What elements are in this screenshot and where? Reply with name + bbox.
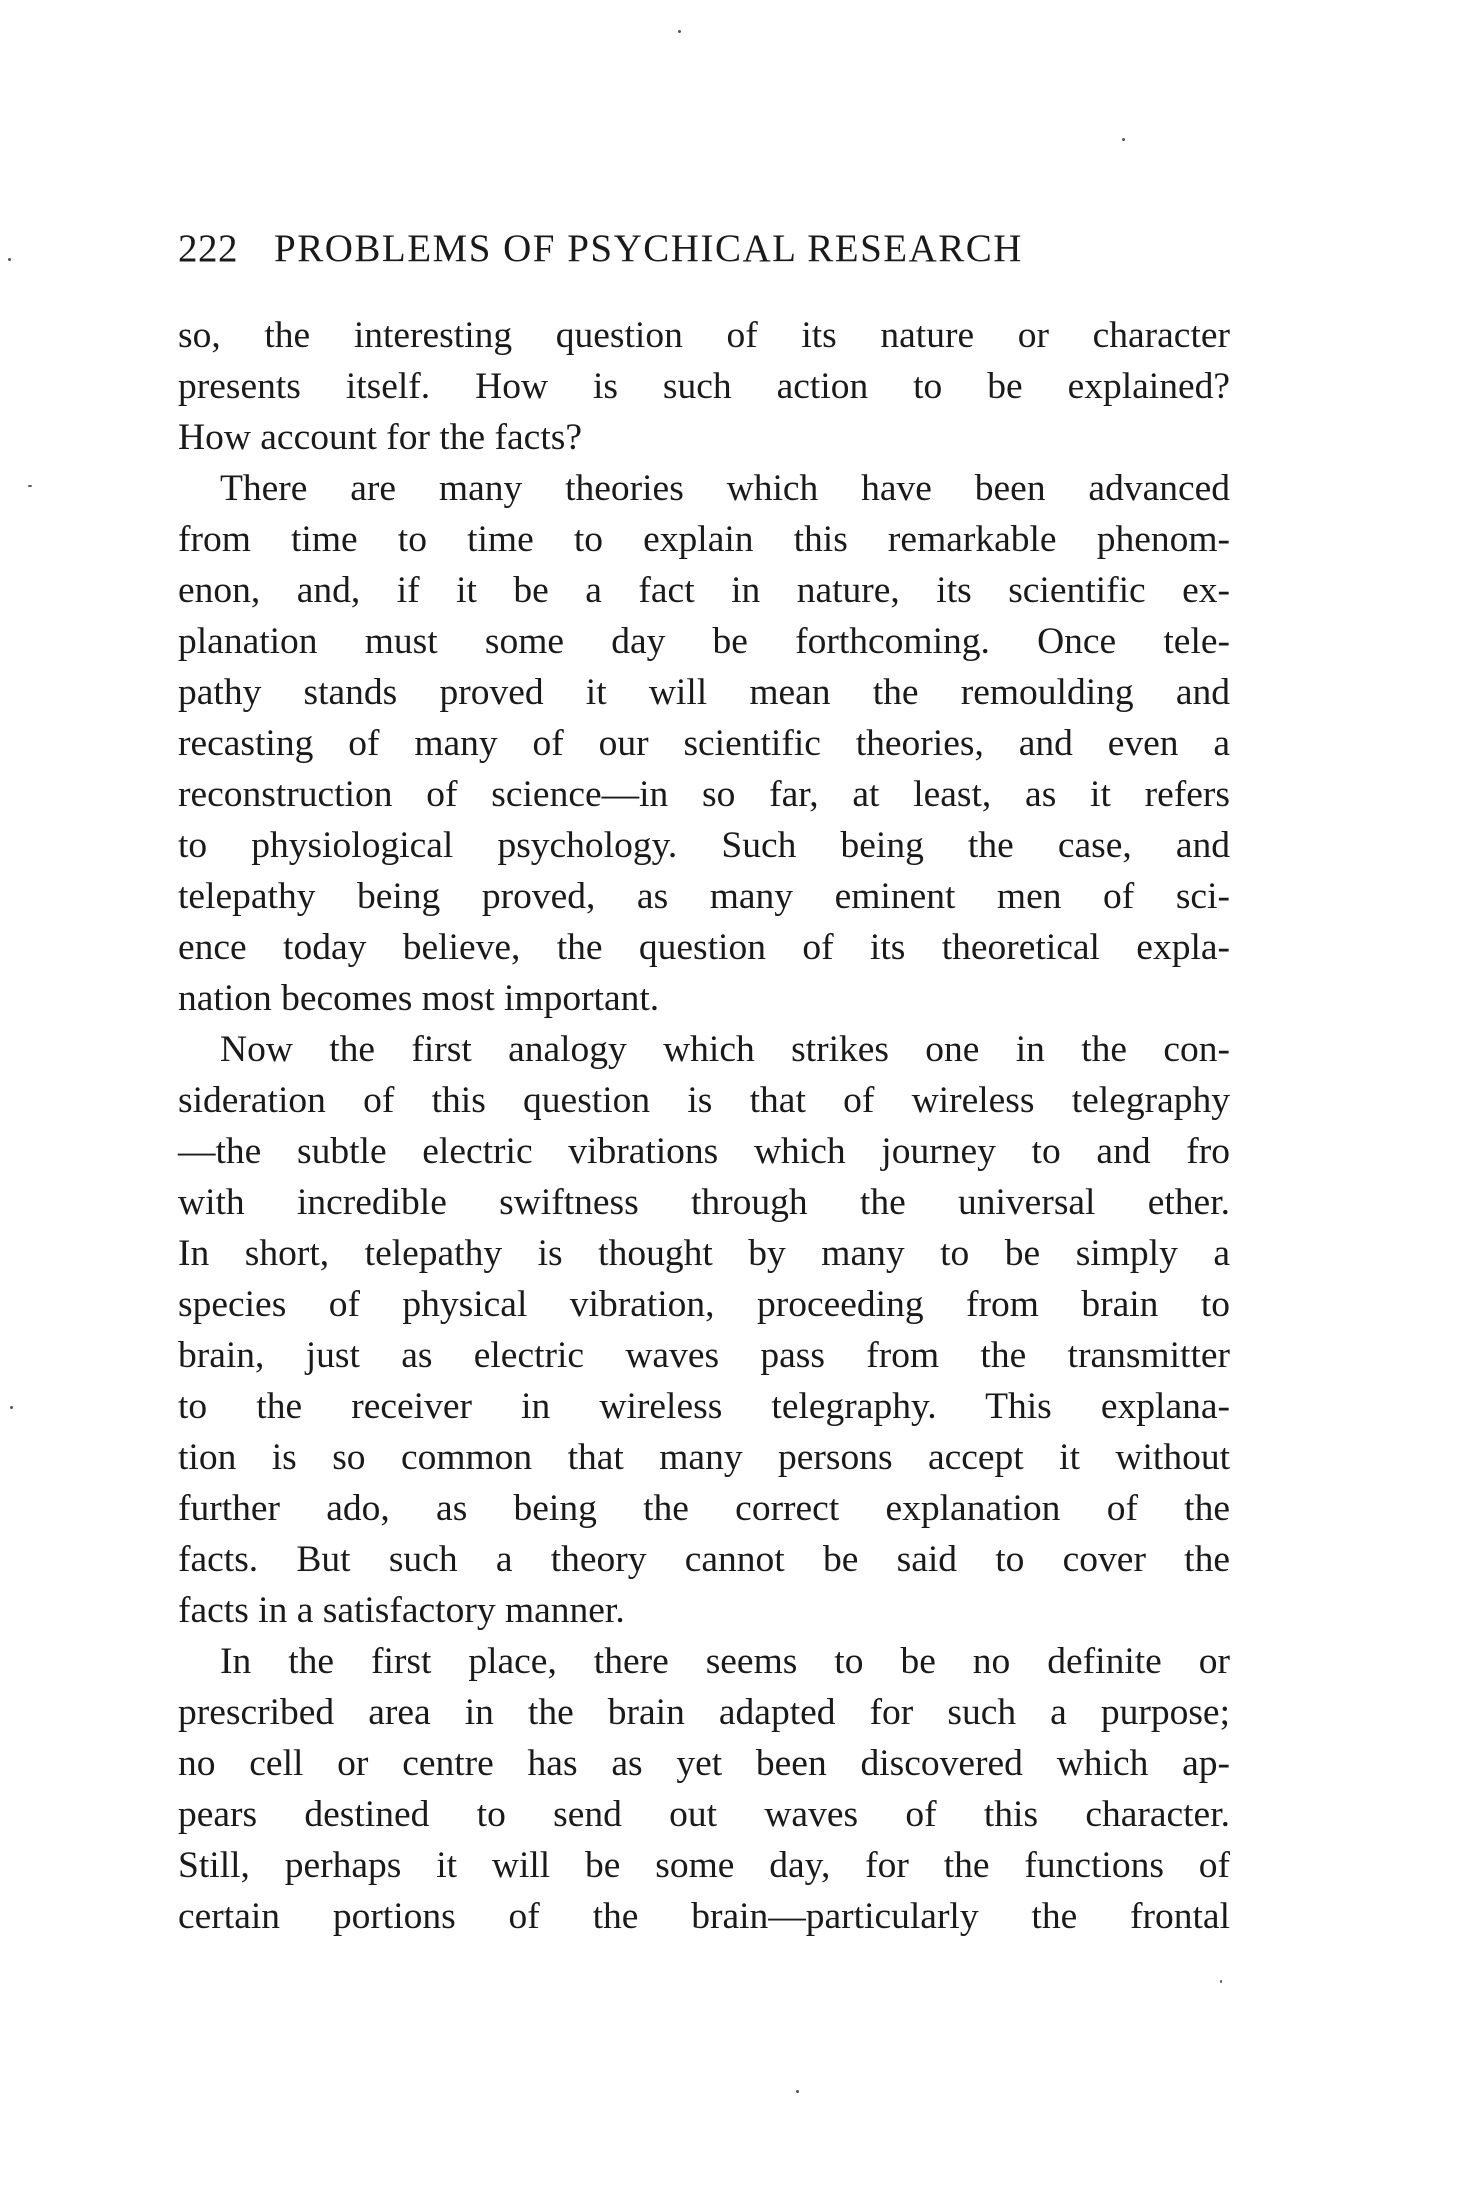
text-line: Now the first analogy which strikes one in the con- (220, 1029, 1230, 1070)
text-line: In the first place, there seems to be no definite or (220, 1641, 1230, 1682)
text-line: How account for the facts? (178, 417, 582, 458)
paragraph (178, 310, 1230, 463)
scan-speck (28, 485, 32, 487)
text-line: recasting of many of our scientific theories, and even a (178, 723, 1230, 764)
text-line: ence today believe, the question of its theoretical expla- (178, 927, 1230, 968)
text-line: brain, just as electric waves pass from the transmitter (178, 1335, 1230, 1376)
scan-speck (796, 2090, 799, 2093)
text-line: with incredible swiftness through the universal ether. (178, 1182, 1230, 1223)
text-line: Still, perhaps it will be some day, for the functions of (178, 1845, 1230, 1886)
text-line: enon, and, if it be a fact in nature, its scientific ex- (178, 570, 1230, 611)
text-line: from time to time to explain this remarkable phenom- (178, 519, 1230, 560)
text-line: pears destined to send out waves of this character. (178, 1794, 1230, 1835)
text-line: In short, telepathy is thought by many to be simply a (178, 1233, 1230, 1274)
paragraph (178, 463, 1230, 1024)
scan-speck (10, 1406, 13, 1409)
text-line: sideration of this question is that of wireless telegraphy (178, 1080, 1230, 1121)
text-line: presents itself. How is such action to be explained? (178, 366, 1230, 407)
text-line: nation becomes most important. (178, 978, 660, 1019)
scan-speck (678, 30, 681, 33)
text-line: planation must some day be forthcoming. Once tele- (178, 621, 1230, 662)
page-number: 222 (178, 227, 238, 270)
body-text (178, 310, 1230, 1942)
text-line: no cell or centre has as yet been discovered which ap- (178, 1743, 1230, 1784)
text-line: telepathy being proved, as many eminent men of sci- (178, 876, 1230, 917)
text-line: reconstruction of science—in so far, at least, as it refers (178, 774, 1230, 815)
scan-speck (8, 258, 11, 261)
text-line: further ado, as being the correct explanation of the (178, 1488, 1230, 1529)
scan-speck (1220, 1980, 1222, 1983)
text-line: so, the interesting question of its nature or character (178, 315, 1230, 356)
text-line: facts in a satisfactory manner. (178, 1590, 625, 1631)
text-line: pathy stands proved it will mean the remoulding and (178, 672, 1230, 713)
text-line: prescribed area in the brain adapted for such a purpose; (178, 1692, 1230, 1733)
text-line: species of physical vibration, proceeding from brain to (178, 1284, 1230, 1325)
paragraph (178, 1024, 1230, 1636)
text-line: —the subtle electric vibrations which journey to and fro (178, 1131, 1230, 1172)
text-line: to physiological psychology. Such being the case, and (178, 825, 1230, 866)
text-line: facts. But such a theory cannot be said to cover the (178, 1539, 1230, 1580)
text-line: tion is so common that many persons accept it without (178, 1437, 1230, 1478)
paragraph (178, 1636, 1230, 1942)
scan-speck (1122, 138, 1125, 141)
text-line: There are many theories which have been advanced (220, 468, 1230, 509)
running-head (178, 220, 1230, 278)
text-line: certain portions of the brain—particularly the frontal (178, 1896, 1230, 1937)
running-title: PROBLEMS OF PSYCHICAL RESEARCH (274, 227, 1023, 270)
text-line: to the receiver in wireless telegraphy. This explana- (178, 1386, 1230, 1427)
